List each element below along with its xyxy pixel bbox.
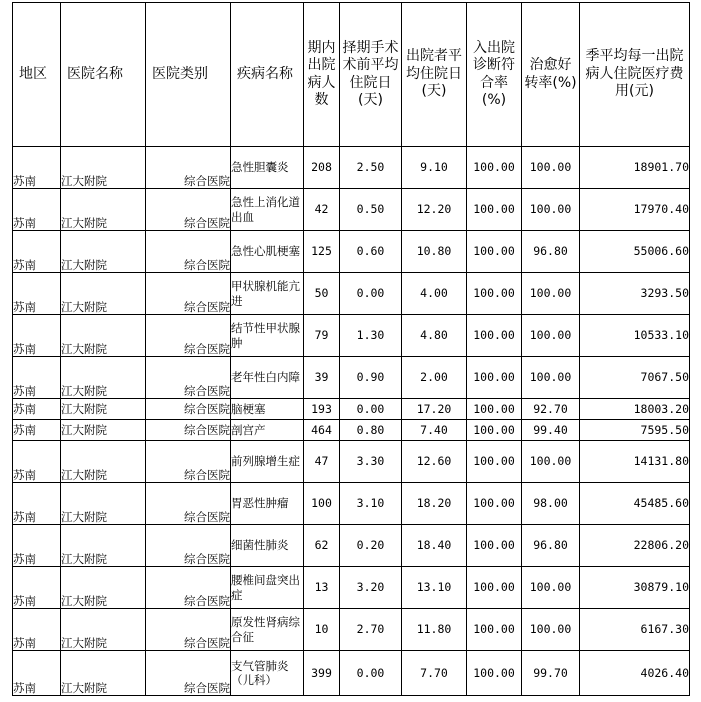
cell-pre-op: 1.30 <box>340 315 402 357</box>
cell-region: 苏南 <box>13 651 61 696</box>
cell-cases: 62 <box>304 525 340 567</box>
cell-disease: 细菌性肺炎 <box>231 525 304 567</box>
cell-type: 综合医院 <box>146 315 231 357</box>
header-pre-op: 择期手术术前平均住院日(天) <box>340 3 402 147</box>
cell-cure-rate: 100.00 <box>522 189 580 231</box>
table-row <box>13 420 690 441</box>
cell-diag-rate: 100.00 <box>467 525 522 567</box>
cell-disease: 急性心肌梗塞 <box>231 231 304 273</box>
cell-avg-cost: 30879.10 <box>580 567 690 609</box>
cell-type: 综合医院 <box>146 399 231 420</box>
cell-diag-rate: 100.00 <box>467 483 522 525</box>
cell-pre-op: 0.00 <box>340 273 402 315</box>
cell-avg-cost: 6167.30 <box>580 609 690 651</box>
cell-hospital: 江大附院 <box>61 147 146 189</box>
cell-type: 综合医院 <box>146 189 231 231</box>
cell-diag-rate: 100.00 <box>467 567 522 609</box>
cell-diag-rate: 100.00 <box>467 651 522 696</box>
cell-diag-rate: 100.00 <box>467 231 522 273</box>
header-avg-cost: 季平均每一出院病人住院医疗费用(元) <box>580 3 690 147</box>
cell-type: 综合医院 <box>146 231 231 273</box>
cell-avg-cost: 7595.50 <box>580 420 690 441</box>
table-row <box>13 651 690 696</box>
cell-avg-stay: 18.20 <box>402 483 467 525</box>
cell-disease: 原发性肾病综合征 <box>231 609 304 651</box>
cell-cure-rate: 96.80 <box>522 231 580 273</box>
cell-cases: 42 <box>304 189 340 231</box>
cell-avg-stay: 7.70 <box>402 651 467 696</box>
cell-hospital: 江大附院 <box>61 567 146 609</box>
cell-pre-op: 3.10 <box>340 483 402 525</box>
cell-hospital: 江大附院 <box>61 651 146 696</box>
cell-type: 综合医院 <box>146 357 231 399</box>
cell-avg-stay: 11.80 <box>402 609 467 651</box>
cell-type: 综合医院 <box>146 420 231 441</box>
table-row <box>13 189 690 231</box>
cell-diag-rate: 100.00 <box>467 441 522 483</box>
table-row <box>13 357 690 399</box>
hospital-quality-table <box>12 2 690 696</box>
cell-cure-rate: 100.00 <box>522 609 580 651</box>
cell-region: 苏南 <box>13 231 61 273</box>
cell-avg-cost: 18901.70 <box>580 147 690 189</box>
cell-cure-rate: 92.70 <box>522 399 580 420</box>
cell-hospital: 江大附院 <box>61 189 146 231</box>
cell-region: 苏南 <box>13 609 61 651</box>
cell-cure-rate: 100.00 <box>522 567 580 609</box>
cell-disease: 前列腺增生症 <box>231 441 304 483</box>
cell-pre-op: 0.80 <box>340 420 402 441</box>
cell-cure-rate: 100.00 <box>522 315 580 357</box>
cell-pre-op: 0.90 <box>340 357 402 399</box>
header-avg-stay: 出院者平均住院日(天) <box>402 3 467 147</box>
cell-diag-rate: 100.00 <box>467 357 522 399</box>
cell-diag-rate: 100.00 <box>467 147 522 189</box>
cell-region: 苏南 <box>13 273 61 315</box>
cell-cases: 208 <box>304 147 340 189</box>
table-row <box>13 273 690 315</box>
cell-avg-stay: 4.80 <box>402 315 467 357</box>
cell-region: 苏南 <box>13 315 61 357</box>
cell-diag-rate: 100.00 <box>467 273 522 315</box>
cell-avg-cost: 10533.10 <box>580 315 690 357</box>
cell-disease: 急性上消化道出血 <box>231 189 304 231</box>
cell-hospital: 江大附院 <box>61 357 146 399</box>
cell-region: 苏南 <box>13 357 61 399</box>
cell-avg-cost: 22806.20 <box>580 525 690 567</box>
cell-cure-rate: 99.70 <box>522 651 580 696</box>
header-disease: 疾病名称 <box>231 3 304 147</box>
cell-cure-rate: 100.00 <box>522 147 580 189</box>
cell-avg-cost: 45485.60 <box>580 483 690 525</box>
table-row <box>13 525 690 567</box>
cell-hospital: 江大附院 <box>61 609 146 651</box>
header-region: 地区 <box>13 3 61 147</box>
cell-diag-rate: 100.00 <box>467 315 522 357</box>
cell-avg-cost: 18003.20 <box>580 399 690 420</box>
cell-cases: 464 <box>304 420 340 441</box>
cell-type: 综合医院 <box>146 483 231 525</box>
cell-pre-op: 0.50 <box>340 189 402 231</box>
cell-cases: 399 <box>304 651 340 696</box>
header-cases: 期内出院病人数 <box>304 3 340 147</box>
table-row <box>13 147 690 189</box>
cell-avg-stay: 2.00 <box>402 357 467 399</box>
cell-disease: 支气管肺炎（儿科） <box>231 651 304 696</box>
table-row <box>13 483 690 525</box>
cell-pre-op: 0.00 <box>340 399 402 420</box>
cell-pre-op: 3.20 <box>340 567 402 609</box>
cell-avg-stay: 12.20 <box>402 189 467 231</box>
cell-avg-stay: 13.10 <box>402 567 467 609</box>
cell-cases: 39 <box>304 357 340 399</box>
cell-avg-cost: 4026.40 <box>580 651 690 696</box>
cell-region: 苏南 <box>13 483 61 525</box>
cell-cure-rate: 100.00 <box>522 441 580 483</box>
cell-cases: 50 <box>304 273 340 315</box>
cell-disease: 腰椎间盘突出症 <box>231 567 304 609</box>
cell-avg-stay: 7.40 <box>402 420 467 441</box>
cell-cure-rate: 99.40 <box>522 420 580 441</box>
cell-cases: 47 <box>304 441 340 483</box>
header-hospital: 医院名称 <box>61 3 146 147</box>
header-cure-rate: 治愈好转率(%) <box>522 3 580 147</box>
cell-avg-stay: 17.20 <box>402 399 467 420</box>
cell-hospital: 江大附院 <box>61 483 146 525</box>
cell-disease: 剖宫产 <box>231 420 304 441</box>
cell-pre-op: 2.70 <box>340 609 402 651</box>
cell-avg-cost: 3293.50 <box>580 273 690 315</box>
cell-type: 综合医院 <box>146 651 231 696</box>
cell-type: 综合医院 <box>146 273 231 315</box>
cell-cure-rate: 98.00 <box>522 483 580 525</box>
cell-avg-cost: 14131.80 <box>580 441 690 483</box>
cell-type: 综合医院 <box>146 609 231 651</box>
cell-type: 综合医院 <box>146 567 231 609</box>
cell-cases: 10 <box>304 609 340 651</box>
cell-region: 苏南 <box>13 567 61 609</box>
cell-hospital: 江大附院 <box>61 420 146 441</box>
cell-diag-rate: 100.00 <box>467 420 522 441</box>
cell-hospital: 江大附院 <box>61 525 146 567</box>
table-body <box>13 147 690 696</box>
cell-type: 综合医院 <box>146 147 231 189</box>
header-diag-rate: 入出院诊断符合率(%) <box>467 3 522 147</box>
cell-hospital: 江大附院 <box>61 399 146 420</box>
cell-disease: 结节性甲状腺肿 <box>231 315 304 357</box>
cell-disease: 胃恶性肿瘤 <box>231 483 304 525</box>
cell-avg-stay: 9.10 <box>402 147 467 189</box>
cell-avg-stay: 12.60 <box>402 441 467 483</box>
cell-region: 苏南 <box>13 147 61 189</box>
cell-disease: 脑梗塞 <box>231 399 304 420</box>
cell-cases: 125 <box>304 231 340 273</box>
cell-disease: 急性胆囊炎 <box>231 147 304 189</box>
cell-avg-cost: 7067.50 <box>580 357 690 399</box>
cell-avg-cost: 55006.60 <box>580 231 690 273</box>
cell-type: 综合医院 <box>146 525 231 567</box>
cell-diag-rate: 100.00 <box>467 189 522 231</box>
cell-hospital: 江大附院 <box>61 315 146 357</box>
cell-diag-rate: 100.00 <box>467 609 522 651</box>
cell-diag-rate: 100.00 <box>467 399 522 420</box>
cell-cases: 193 <box>304 399 340 420</box>
table-row <box>13 231 690 273</box>
cell-avg-stay: 18.40 <box>402 525 467 567</box>
cell-pre-op: 0.20 <box>340 525 402 567</box>
cell-avg-cost: 17970.40 <box>580 189 690 231</box>
cell-region: 苏南 <box>13 189 61 231</box>
cell-region: 苏南 <box>13 441 61 483</box>
cell-cure-rate: 96.80 <box>522 525 580 567</box>
cell-hospital: 江大附院 <box>61 273 146 315</box>
header-type: 医院类别 <box>146 3 231 147</box>
cell-cases: 79 <box>304 315 340 357</box>
cell-cure-rate: 100.00 <box>522 273 580 315</box>
cell-cases: 13 <box>304 567 340 609</box>
cell-region: 苏南 <box>13 399 61 420</box>
table-row <box>13 399 690 420</box>
cell-pre-op: 0.00 <box>340 651 402 696</box>
cell-disease: 甲状腺机能亢进 <box>231 273 304 315</box>
cell-hospital: 江大附院 <box>61 231 146 273</box>
cell-avg-stay: 4.00 <box>402 273 467 315</box>
cell-cure-rate: 100.00 <box>522 357 580 399</box>
cell-pre-op: 3.30 <box>340 441 402 483</box>
cell-hospital: 江大附院 <box>61 441 146 483</box>
cell-region: 苏南 <box>13 420 61 441</box>
cell-type: 综合医院 <box>146 441 231 483</box>
header-row <box>13 3 690 147</box>
cell-cases: 100 <box>304 483 340 525</box>
table-row <box>13 567 690 609</box>
cell-disease: 老年性白内障 <box>231 357 304 399</box>
table-row <box>13 609 690 651</box>
table-header <box>13 3 690 147</box>
cell-pre-op: 2.50 <box>340 147 402 189</box>
table-row <box>13 315 690 357</box>
table-row <box>13 441 690 483</box>
cell-region: 苏南 <box>13 525 61 567</box>
cell-pre-op: 0.60 <box>340 231 402 273</box>
cell-avg-stay: 10.80 <box>402 231 467 273</box>
